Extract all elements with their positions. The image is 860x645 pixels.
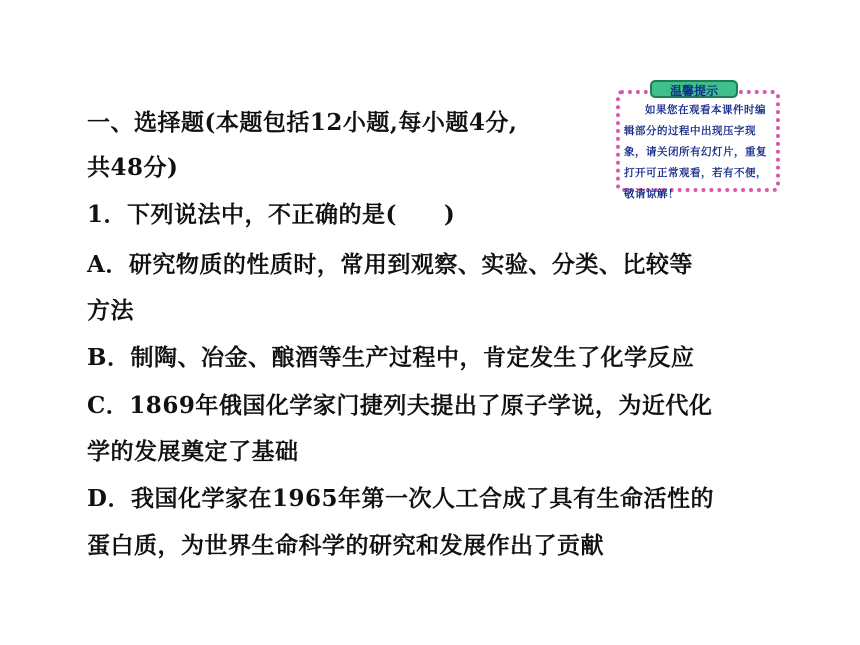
option-b-line-1: B．制陶、冶金、酿酒等生产过程中，肯定发生了化学反应: [87, 344, 695, 371]
option-d-line-1: D．我国化学家在1965年第一次人工合成了具有生命活性的: [87, 485, 714, 512]
section-heading-line-1: 一、选择题(本题包括12小题,每小题4分,: [87, 109, 518, 136]
question-stem: 1．下列说法中，不正确的是( ): [87, 201, 456, 228]
warm-tip-text: 如果您在观看本课件时编辑部分的过程中出现压字现象，请关闭所有幻灯片，重复打开可正常观看，若有不便，敬请谅解！: [624, 104, 767, 200]
section-heading-line-2: 共48分): [87, 154, 179, 181]
option-a-line-2: 方法: [87, 297, 134, 324]
option-d-line-2: 蛋白质，为世界生命科学的研究和发展作出了贡献: [87, 532, 604, 559]
option-c-line-2: 学的发展奠定了基础: [87, 438, 299, 465]
warm-tip-title: 温馨提示: [650, 80, 738, 98]
option-a-line-1: A．研究物质的性质时，常用到观察、实验、分类、比较等: [87, 251, 693, 278]
option-c-line-1: C．1869年俄国化学家门捷列夫提出了原子学说，为近代化: [87, 392, 713, 419]
